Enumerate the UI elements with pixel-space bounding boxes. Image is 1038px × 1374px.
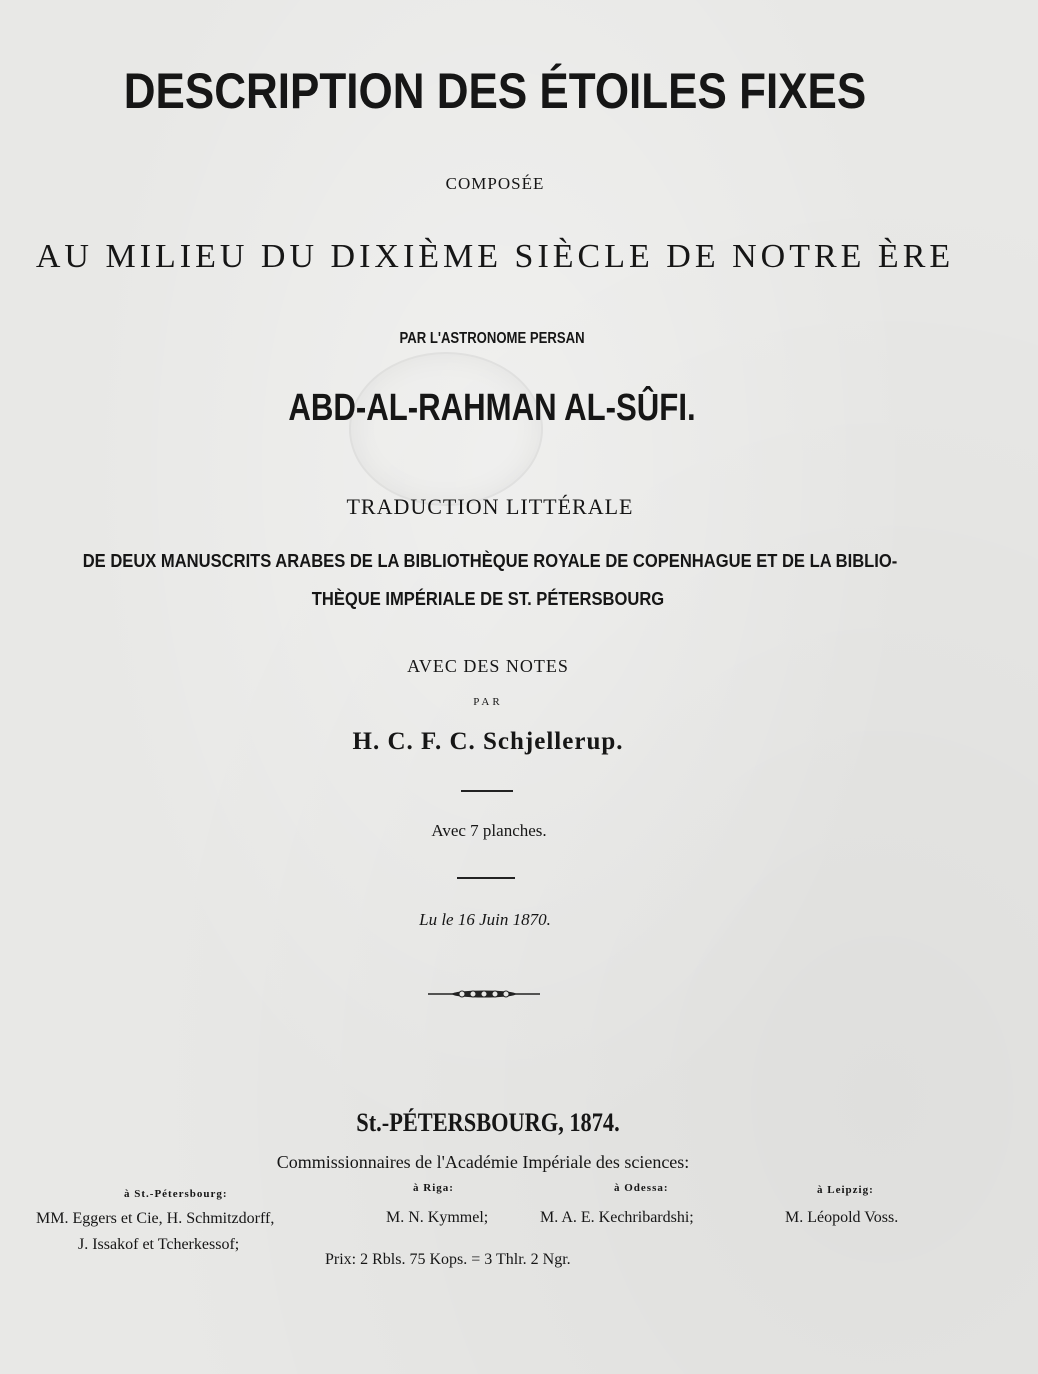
read-date-line: Lu le 16 Juin 1870. [419,910,551,929]
by-astronomer-line: PAR L'ASTRONOME PERSAN [399,330,585,347]
book-title: DESCRIPTION DES ÉTOILES FIXES [123,63,867,119]
agent-city-heading: à St.-Pétersbourg: [124,1188,228,1200]
editor-name: H. C. F. C. Schjellerup. [352,728,624,755]
agent-city-heading: à Riga: [413,1182,454,1194]
agent-city-heading: à Leipzig: [817,1184,874,1196]
divider-rule [461,790,513,792]
commissioners-line: Commissionnaires de l'Académie Impériale des sciences: [276,1152,690,1172]
translation-line: TRADUCTION LITTÉRALE [346,494,634,519]
agent-name: M. A. E. Kechribardshi; [540,1209,694,1226]
agent-name: M. Léopold Voss. [785,1209,899,1226]
price-line: Prix: 2 Rbls. 75 Kops. = 3 Thlr. 2 Ngr. [325,1251,571,1268]
agent-name: J. Issakof et Tcherkessof; [78,1236,240,1253]
agent-city-heading: à Odessa: [614,1182,669,1194]
by-line: PAR [473,696,503,708]
manuscripts-line-2: THÈQUE IMPÉRIALE DE ST. PÉTERSBOURG [311,589,665,609]
author-name: ABD-AL-RAHMAN AL-SÛFI. [288,387,696,429]
agent-name: MM. Eggers et Cie, H. Schmitzdorff, [36,1210,275,1227]
manuscripts-line-1: DE DEUX MANUSCRITS ARABES DE LA BIBLIOTHÈQUE ROYALE DE COPENHAGUE ET DE LA BIBLIO- [82,551,898,571]
ornament-divider [428,987,540,1001]
period-line: AU MILIEU DU DIXIÈME SIÈCLE DE NOTRE ÈRE [35,238,955,275]
divider-rule [457,877,515,879]
with-notes-line: AVEC DES NOTES [407,656,569,676]
agent-name: M. N. Kymmel; [386,1209,489,1226]
plates-line: Avec 7 planches. [431,821,547,840]
imprint-city-year: St.-PÉTERSBOURG, 1874. [356,1108,620,1137]
composee-line: COMPOSÉE [445,174,545,193]
